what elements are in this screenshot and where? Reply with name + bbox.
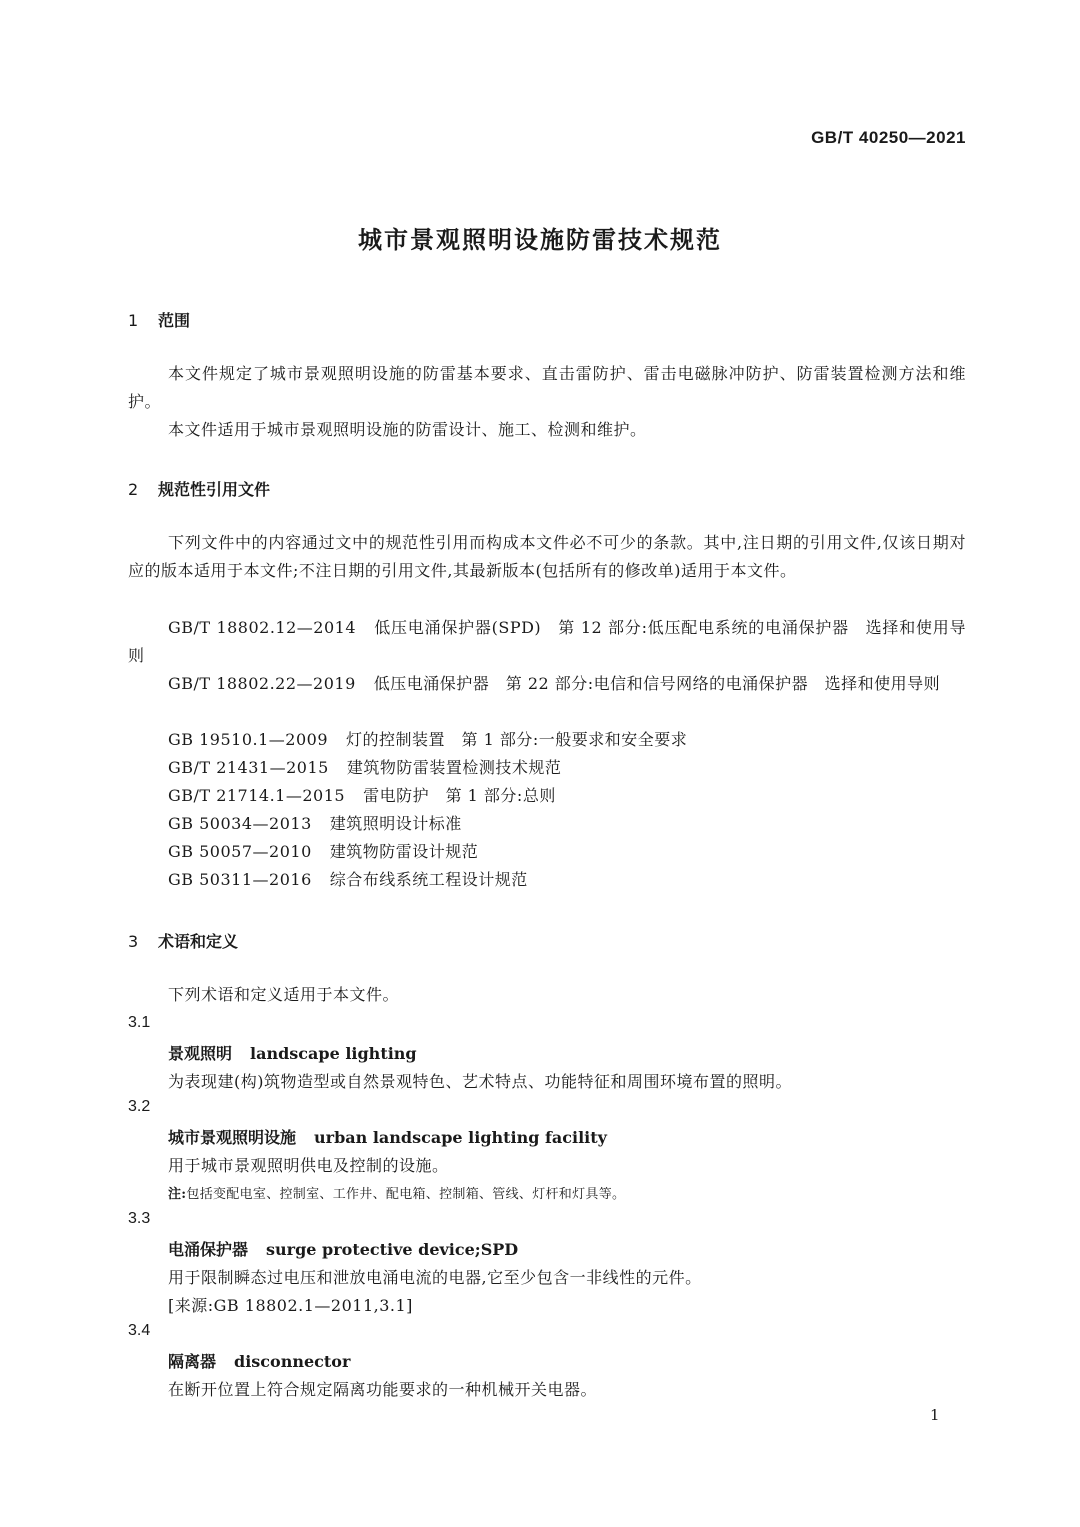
reference-code: GB/T 21714.1—2015 (168, 786, 346, 805)
section-heading-references (128, 477, 270, 500)
term-name (168, 1349, 350, 1372)
standard-code: GB/T 40250—2021 (811, 128, 966, 147)
term-number: 3.1 (128, 1014, 151, 1031)
term-number: 3.3 (128, 1210, 151, 1227)
term-name (168, 1237, 518, 1260)
reference-item (128, 726, 966, 754)
reference-item (128, 866, 966, 894)
reference-title: 低压电涌保护器(SPD) 第 12 部分:低压配电系统的电涌保护器 选择和使用导则 (128, 618, 966, 665)
section-title: 范围 (158, 311, 191, 330)
term-name-en: surge protective device;SPD (266, 1240, 519, 1259)
section-number: 2 (128, 480, 139, 499)
section-number: 3 (128, 932, 139, 951)
reference-title: 建筑照明设计标准 (329, 814, 462, 833)
reference-title: 雷电防护 第 1 部分:总则 (363, 786, 556, 805)
term-name (168, 1125, 607, 1148)
section-number: 1 (128, 311, 139, 330)
term-definition: 在断开位置上符合规定隔离功能要求的一种机械开关电器。 (168, 1380, 598, 1399)
section-heading-scope (128, 308, 190, 331)
reference-title: 综合布线系统工程设计规范 (329, 870, 528, 889)
term-name (168, 1041, 417, 1064)
section-title: 规范性引用文件 (158, 480, 271, 499)
term-name-zh: 城市景观照明设施 (168, 1128, 297, 1147)
term-definition: 用于限制瞬态过电压和泄放电涌电流的电器,它至少包含一非线性的元件。 (168, 1268, 702, 1287)
reference-title: 建筑物防雷装置检测技术规范 (346, 758, 562, 777)
term-definition: 为表现建(构)筑物造型或自然景观特色、艺术特点、功能特征和周围环境布置的照明。 (168, 1072, 792, 1091)
reference-code: GB 50057—2010 (168, 842, 312, 861)
note-label: 注: (168, 1187, 187, 1202)
term-name-zh: 电涌保护器 (168, 1240, 249, 1259)
reference-item (128, 614, 966, 670)
reference-item (128, 670, 966, 698)
reference-item (128, 782, 966, 810)
reference-item (128, 838, 966, 866)
term-source: [来源:GB 18802.1—2011,3.1] (168, 1296, 413, 1315)
reference-code: GB/T 18802.12—2014 (168, 618, 357, 637)
term-definition: 用于城市景观照明供电及控制的设施。 (168, 1156, 449, 1175)
reference-title: 低压电涌保护器 第 22 部分:电信和信号网络的电涌保护器 选择和使用导则 (373, 674, 941, 693)
document-title: 城市景观照明设施防雷技术规范 (358, 226, 722, 254)
reference-code: GB/T 21431—2015 (168, 758, 329, 777)
references-intro: 下列文件中的内容通过文中的规范性引用而构成本文件必不可少的条款。其中,注日期的引用文件,仅该日期对应的版本适用于本文件;不注日期的引用文件,其最新版本(包括所有的修改单)适用于本文件。 (128, 533, 966, 580)
term-number: 3.4 (128, 1322, 151, 1339)
section-heading-terms (128, 929, 238, 952)
section-title: 术语和定义 (158, 932, 239, 951)
reference-item (128, 754, 966, 782)
reference-item (128, 810, 966, 838)
reference-code: GB/T 18802.22—2019 (168, 674, 356, 693)
terms-intro: 下列术语和定义适用于本文件。 (168, 985, 400, 1004)
reference-code: GB 50311—2016 (168, 870, 312, 889)
note-text: 包括变配电室、控制室、工作井、配电箱、控制箱、管线、灯杆和灯具等。 (186, 1187, 626, 1202)
scope-paragraph-1: 本文件规定了城市景观照明设施的防雷基本要求、直击雷防护、雷击电磁脉冲防护、防雷装置检测方法和维护。 (128, 364, 966, 411)
term-name-zh: 景观照明 (168, 1044, 233, 1063)
term-name-en: urban landscape lighting facility (314, 1128, 607, 1147)
scope-paragraph-2: 本文件适用于城市景观照明设施的防雷设计、施工、检测和维护。 (168, 420, 647, 439)
page-number: 1 (930, 1406, 940, 1424)
reference-code: GB 50034—2013 (168, 814, 312, 833)
reference-code: GB 19510.1—2009 (168, 730, 329, 749)
term-note (168, 1183, 625, 1202)
reference-title: 建筑物防雷设计规范 (329, 842, 479, 861)
term-name-en: disconnector (234, 1352, 351, 1371)
term-name-en: landscape lighting (250, 1044, 417, 1063)
term-name-zh: 隔离器 (168, 1352, 217, 1371)
reference-title: 灯的控制装置 第 1 部分:一般要求和安全要求 (346, 730, 688, 749)
term-number: 3.2 (128, 1098, 151, 1115)
